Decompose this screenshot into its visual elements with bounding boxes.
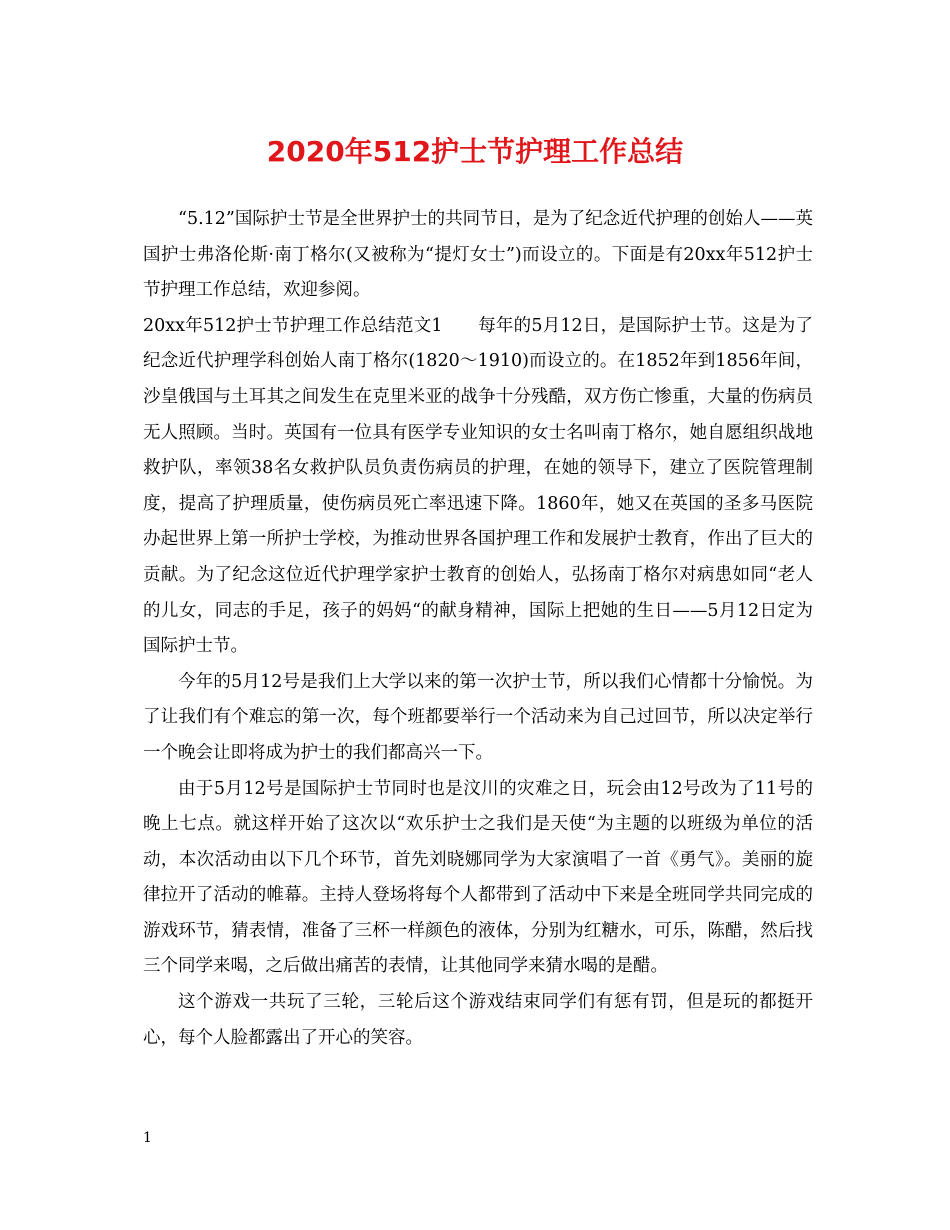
document-body: [143, 202, 813, 1056]
page-number: 1: [143, 1130, 152, 1146]
paragraph-first-nurses-day: 今年的5月12号是我们上大学以来的第一次护士节，所以我们心情都十分愉悦。为了让我们有个难忘的第一次，每个班都要举行一个活动来为自己过回节，所以决定举行一个晚会让即将成为护士的我们都高兴一下。: [143, 671, 813, 763]
document-title: 2020年512护士节护理工作总结: [266, 135, 684, 168]
paragraph-game: 这个游戏一共玩了三轮，三轮后这个游戏结束同学们有惩有罚，但是玩的都挺开心，每个人脸都露出了开心的笑容。: [143, 992, 813, 1048]
paragraph-activity: 由于5月12号是国际护士节同时也是汶川的灾难之日，玩会由12号改为了11号的晚上七点。就这样开始了这次以“欢乐护士之我们是天使“为主题的以班级为单位的活动，本次活动由以下几个环节，首先刘晓娜同学为大家演唱了一首《勇气》。美丽的旋律拉开了活动的帷幕。主持人登场将每个人都带到了活动中下来是全班同学共同完成的游戏环节，猜表情，准备了三杯一样颜色的液体，分别为红糖水，可乐，陈醋，然后找三个同学来喝，之后做出痛苦的表情，让其他同学来猜水喝的是醋。: [143, 778, 813, 977]
paragraph-sample-1: 20xx年512护士节护理工作总结范文1 每年的5月12日，是国际护士节。这是为了纪念近代护理学科创始人南丁格尔(1820～1910)而设立的。在1852年到1856年间，沙皇俄国与土耳其之间发生在克里米亚的战争十分残酷，双方伤亡惨重，大量的伤病员无人照顾。当时。英国有一位具有医学专业知识的女士名叫南丁格尔，她自愿组织战地救护队，率领38名女救护队员负责伤病员的护理，在她的领导下，建立了医院管理制度，提高了护理质量，使伤病员死亡率迅速下降。1860年，她又在英国的圣多马医院办起世界上第一所护士学校，为推动世界各国护理工作和发展护士教育，作出了巨大的贡献。为了纪念这位近代护理学家护士教育的创始人，弘扬南丁格尔对病患如同“老人的儿女，同志的手足，孩子的妈妈“的献身精神，国际上把她的生日——5月12日定为国际护士节。: [143, 315, 813, 657]
paragraph-intro: “5.12”国际护士节是全世界护士的共同节日，是为了纪念近代护理的创始人——英国护士弗洛伦斯·南丁格尔(又被称为“提灯女士”)而设立的。下面是有20xx年512护士节护理工作总结，欢迎参阅。: [143, 209, 813, 301]
